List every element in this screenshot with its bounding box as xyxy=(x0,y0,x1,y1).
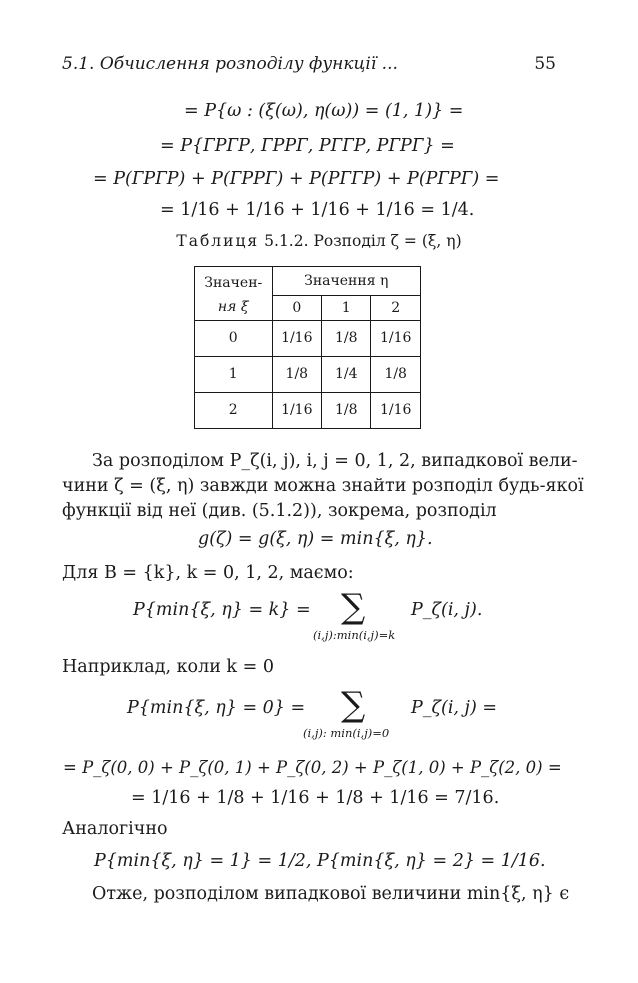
table-caption-prefix: Таблиця xyxy=(176,232,260,250)
sum1-sigma: ∑ xyxy=(341,587,366,627)
equation-result: = 1/16 + 1/8 + 1/16 + 1/8 + 1/16 = 7/16. xyxy=(131,788,500,808)
column-header: 0 xyxy=(272,295,322,320)
row-label: 1 xyxy=(195,356,273,392)
row-label: 2 xyxy=(195,392,273,428)
table-cell: 1/8 xyxy=(272,356,322,392)
table-cell: 1/16 xyxy=(371,320,421,356)
table-cell: 1/16 xyxy=(272,392,322,428)
corner-header-top: Значен- xyxy=(195,267,273,296)
table-row xyxy=(195,320,421,356)
table-cell: 1/8 xyxy=(322,320,371,356)
column-header: 1 xyxy=(322,295,371,320)
sum1-left: P{min{ξ, η} = k} = xyxy=(133,600,311,620)
paragraph-line: функції від неї (див. (5.1.2)), зокрема, розподіл xyxy=(62,501,497,521)
equation-g: g(ζ) = g(ξ, η) = min{ξ, η}. xyxy=(198,529,433,549)
text-for-b: Для B = {k}, k = 0, 1, 2, маємо: xyxy=(62,563,354,583)
corner-header-bottom: ня ξ xyxy=(195,295,273,320)
table-cell: 1/8 xyxy=(371,356,421,392)
table-caption-text: 5.1.2. Розподіл ζ = (ξ, η) xyxy=(264,232,462,250)
table-row xyxy=(195,392,421,428)
table-row xyxy=(195,356,421,392)
column-group-header: Значення η xyxy=(272,267,420,296)
paragraph-line: чини ζ = (ξ, η) завжди можна знайти розподіл будь-якої xyxy=(62,476,584,496)
paragraph-line: За розподілом P_ζ(i, j), i, j = 0, 1, 2, випадкової вели- xyxy=(92,451,578,471)
sum-equation-1 xyxy=(133,587,553,650)
equation-line-3: = P(ГРГР) + P(ГРРГ) + P(РГГР) + P(РГРГ) = xyxy=(93,169,500,189)
sum2-right: P_ζ(i, j) = xyxy=(411,698,498,718)
running-title: 5.1. Обчислення розподілу функції ... xyxy=(62,54,398,74)
equation-others: P{min{ξ, η} = 1} = 1/2, P{min{ξ, η} = 2} = 1/16. xyxy=(94,851,546,871)
row-label: 0 xyxy=(195,320,273,356)
sum1-right: P_ζ(i, j). xyxy=(411,600,483,620)
page-header xyxy=(62,54,556,78)
column-header: 2 xyxy=(371,295,421,320)
sum1-subscript: (i,j):min(i,j)=k xyxy=(313,628,396,642)
sum-equation-2 xyxy=(127,685,557,748)
table-caption xyxy=(0,232,638,250)
equation-line-2: = P{ГРГР, ГРРГ, РГГР, РГРГ} = xyxy=(160,136,455,156)
text-example: Наприклад, коли k = 0 xyxy=(62,657,274,677)
sum2-left: P{min{ξ, η} = 0} = xyxy=(127,698,306,718)
table-cell: 1/16 xyxy=(371,392,421,428)
paragraph-distribution xyxy=(62,450,584,522)
table-cell: 1/8 xyxy=(322,392,371,428)
equation-expand: = P_ζ(0, 0) + P_ζ(0, 1) + P_ζ(0, 2) + P_ζ(1, 0) + P_ζ(2, 0) = xyxy=(63,758,562,777)
page-number: 55 xyxy=(534,54,556,74)
equation-line-1: = P{ω : (ξ(ω), η(ω)) = (1, 1)} = xyxy=(184,101,464,121)
table-cell: 1/4 xyxy=(322,356,371,392)
distribution-table xyxy=(194,266,421,429)
text-conclusion: Отже, розподілом випадкової величини min{ξ, η} є xyxy=(92,884,570,904)
sum2-sigma: ∑ xyxy=(341,685,366,725)
equation-line-4: = 1/16 + 1/16 + 1/16 + 1/16 = 1/4. xyxy=(160,200,475,220)
table-cell: 1/16 xyxy=(272,320,322,356)
text-similarly: Аналогічно xyxy=(62,819,168,839)
sum2-subscript: (i,j): min(i,j)=0 xyxy=(303,726,390,740)
